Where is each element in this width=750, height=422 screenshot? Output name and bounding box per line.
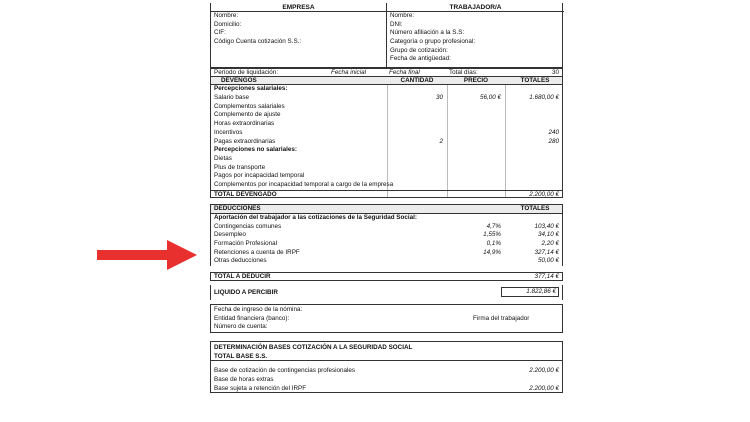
periodo-inicial: Fecha inicial (331, 69, 366, 76)
no-salarial-item: Dietas (214, 154, 232, 162)
devengo-row (211, 103, 562, 112)
deduccion-total: 34,10 € (537, 231, 559, 239)
devengos-header (211, 77, 562, 86)
total-deducir-value: 377,14 € (534, 273, 559, 281)
numero-cuenta: Número de cuenta: (214, 323, 268, 331)
aportacion-title: Aportación del trabajador a las cotizaciones de la Seguridad Social: (214, 214, 417, 221)
devengo-label: Complemento de ajuste (214, 111, 281, 119)
devengos-title: DEVENGOS (221, 76, 257, 84)
total-deducir-row (210, 272, 563, 281)
deduccion-label: Contingencias comunes (214, 222, 282, 230)
deduccion-row (211, 249, 562, 258)
trabajador-title: TRABAJADOR/A (387, 3, 564, 12)
deducciones-title: DEDUCCIONES (214, 205, 261, 213)
liquido-value: 1.822,86 € (501, 287, 559, 297)
liquido-label: LIQUIDO A PERCIBIR (214, 288, 278, 296)
total-deducir-label: TOTAL A DEDUCIR (214, 273, 271, 281)
no-salarial-item: Pagos por incapacidad temporal (214, 172, 305, 180)
devengo-cantidad: 2 (439, 137, 443, 145)
liquido-section (210, 285, 563, 300)
devengo-label: Salario base (214, 94, 250, 102)
deducciones-header (211, 205, 562, 214)
devengo-row (211, 138, 562, 147)
devengo-label: Complementos salariales (214, 102, 285, 110)
empresa-cif: CIF: (214, 29, 226, 37)
deduccion-total: 327,14 € (534, 248, 559, 256)
no-salariales-title: Percepciones no salariales: (214, 146, 297, 154)
deduccion-row (211, 231, 562, 240)
empresa-nombre: Nombre: (214, 12, 239, 19)
devengo-row (211, 120, 562, 129)
total-devengado-row (211, 190, 562, 199)
periodo-dias: 30 (551, 69, 559, 76)
deduccion-label: Formación Profesional (214, 240, 277, 248)
pie-section (210, 304, 563, 333)
col-precio: PRECIO (463, 76, 489, 84)
base-row (211, 367, 562, 376)
col-totales: TOTALES (520, 76, 550, 84)
bases-title: DETERMINACIÓN BASES COTIZACIÓN A LA SEGURIDAD SOCIAL (214, 343, 413, 351)
trabajador-grupo: Grupo de cotización: (390, 46, 448, 54)
trabajador-nombre: Nombre: (390, 12, 415, 19)
trabajador-dni: DNI: (390, 20, 403, 28)
fecha-ingreso: Fecha de ingreso de la nómina: (214, 305, 303, 313)
devengo-cantidad: 30 (435, 94, 443, 102)
base-row (211, 385, 562, 394)
devengo-label: Pagas extraordinarias (214, 137, 276, 145)
deducciones-totales: TOTALES (520, 205, 550, 213)
base-value: 2.200,00 € (529, 367, 559, 375)
trabajador-block (387, 3, 564, 67)
deducciones-section (210, 204, 563, 266)
devengo-row (211, 94, 562, 103)
trabajador-categoria: Categoría o grupo profesional: (390, 38, 476, 46)
devengos-section (210, 77, 563, 199)
deduccion-pct: 4,7% (486, 222, 501, 230)
devengo-total: 1.680,00 € (529, 94, 559, 102)
deduccion-total: 50,00 € (537, 257, 559, 265)
bases-subtitle: TOTAL BASE S.S. (211, 353, 562, 362)
col-cantidad: CANTIDAD (400, 76, 434, 84)
payslip-document (210, 3, 563, 393)
deduccion-label: Otras deducciones (214, 257, 267, 265)
entidad-row (211, 315, 562, 324)
devengo-total: 240 (548, 128, 559, 136)
firma-trabajador: Firma del trabajador (473, 314, 530, 322)
devengo-row (211, 129, 562, 138)
base-row (211, 376, 562, 385)
periodo-dias-label: Total días: (449, 69, 478, 76)
base-label: Base de cotización de contingencias profesionales (214, 367, 356, 375)
devengo-total: 280 (548, 137, 559, 145)
total-devengado-label: TOTAL DEVENGADO (214, 190, 277, 198)
arrow-pointer-icon (97, 240, 197, 270)
devengo-label: Incentivos (214, 128, 243, 136)
base-label: Base de horas extras (214, 375, 274, 383)
bases-section (210, 341, 563, 393)
deduccion-label: Retenciones a cuenta de IRPF (214, 248, 300, 256)
deduccion-row (211, 240, 562, 249)
empresa-title: EMPRESA (211, 3, 386, 12)
base-label: Base sujeta a retención del IRPF (214, 384, 307, 392)
devengo-row (211, 111, 562, 120)
deduccion-row (211, 257, 562, 266)
devengo-precio: 56,00 € (479, 94, 501, 102)
deduccion-total: 2,20 € (541, 240, 559, 248)
deduccion-pct: 0,1% (486, 240, 501, 248)
deduccion-pct: 14,9% (483, 248, 501, 256)
total-devengado-value: 2.200,00 € (529, 190, 559, 198)
deduccion-total: 103,40 € (534, 222, 559, 230)
trabajador-afiliacion: Número afiliación a la S.S: (390, 29, 465, 37)
periodo-row (210, 68, 563, 77)
no-salarial-item: Plus de transporte (214, 163, 266, 171)
salariales-title: Percepciones salariales: (214, 85, 288, 93)
empresa-domicilio: Domicilio: (214, 20, 242, 28)
deduccion-label: Desempleo (214, 231, 246, 239)
devengo-label: Horas extraordinarias (214, 120, 275, 128)
deduccion-pct: 1,55% (483, 231, 501, 239)
empresa-block (211, 3, 387, 67)
periodo-final: Fecha final (389, 69, 420, 76)
base-value: 2.200,00 € (529, 384, 559, 392)
empresa-ccc: Código Cuenta cotización S.S.: (214, 38, 302, 46)
no-salarial-item: Complementos por incapacidad temporal a cargo de la empresa (214, 180, 394, 188)
periodo-label: Período de liquidación: (214, 69, 279, 76)
trabajador-antiguedad: Fecha de antigüedad: (390, 55, 451, 63)
deduccion-row (211, 223, 562, 232)
payslip-header (210, 3, 563, 68)
entidad-label: Entidad financiera (banco): (214, 314, 290, 322)
